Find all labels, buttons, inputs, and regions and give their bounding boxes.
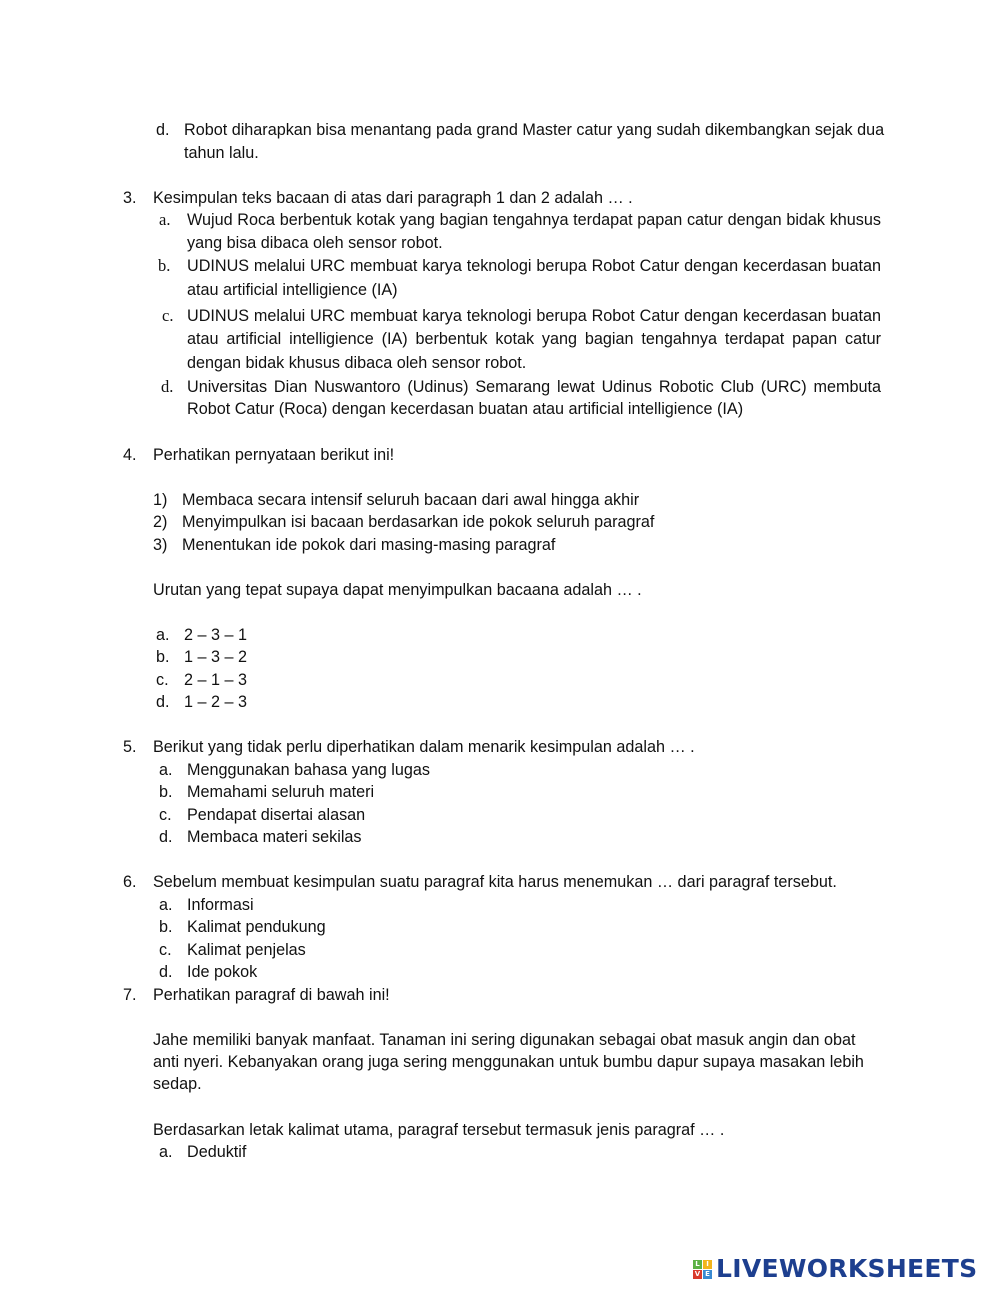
q6-option-b-label: b. — [159, 918, 173, 936]
q4-option-c[interactable]: 2 – 1 – 3 — [184, 671, 248, 689]
q6-option-c-label: c. — [159, 941, 172, 959]
q3-option-a-label: a. — [159, 210, 171, 229]
q6-option-d[interactable]: Ide pokok — [187, 963, 258, 981]
q3-question: Kesimpulan teks bacaan di atas dari paragraph 1 dan 2 adalah … . — [153, 189, 633, 207]
q4-prompt: Urutan yang tepat supaya dapat menyimpulkan bacaana adalah … . — [153, 581, 642, 599]
logo-mark-letter-3: V — [694, 1269, 701, 1278]
q2-option-d-text-line2: tahun lalu. — [184, 144, 259, 162]
q5-question: Berikut yang tidak perlu diperhatikan dalam menarik kesimpulan adalah … . — [153, 738, 695, 756]
q5-option-c[interactable]: Pendapat disertai alasan — [187, 806, 366, 824]
q5-number: 5. — [123, 738, 137, 756]
logo-mark-letter-2: I — [703, 1260, 712, 1269]
q3-option-b-line2: atau artificial intelligience (IA) — [187, 281, 398, 299]
q4-option-c-label: c. — [156, 671, 169, 689]
q5-option-a-label: a. — [159, 761, 173, 779]
q4-option-b[interactable]: 1 – 3 – 2 — [184, 648, 248, 666]
q3-option-c-line1[interactable]: UDINUS melalui URC membuat karya teknologi berupa Robot Catur dengan kecerdasan buatan — [187, 307, 881, 325]
q4-option-a[interactable]: 2 – 3 – 1 — [184, 626, 248, 644]
q7-paragraph-line3: sedap. — [153, 1075, 202, 1093]
liveworksheets-wordmark: LIVEWORKSHEETS — [716, 1254, 978, 1283]
liveworksheets-logo[interactable] — [693, 1256, 977, 1282]
q5-option-b-label: b. — [159, 783, 173, 801]
q3-option-c-label: c. — [162, 306, 174, 325]
q2-option-d-label: d. — [156, 121, 170, 139]
q5-option-b[interactable]: Memahami seluruh materi — [187, 783, 375, 801]
q3-number: 3. — [123, 189, 137, 207]
q4-statement-1-label: 1) — [153, 491, 168, 509]
q6-option-a-label: a. — [159, 896, 173, 914]
q4-question: Perhatikan pernyataan berikut ini! — [153, 446, 395, 464]
q3-option-b-line1[interactable]: UDINUS melalui URC membuat karya teknologi berupa Robot Catur dengan kecerdasan buatan — [187, 257, 881, 275]
q3-option-c-line2: atau artificial intelligience (IA) berbentuk kotak yang bagian tengahnya terdapat papan catur — [187, 330, 881, 348]
q7-prompt: Berdasarkan letak kalimat utama, paragraf tersebut termasuk jenis paragraf … . — [153, 1121, 725, 1139]
q4-statement-3-label: 3) — [153, 536, 168, 554]
q7-number: 7. — [123, 986, 137, 1004]
q4-option-b-label: b. — [156, 648, 170, 666]
q4-number: 4. — [123, 446, 137, 464]
q6-option-c[interactable]: Kalimat penjelas — [187, 941, 306, 959]
q4-statement-2: Menyimpulkan isi bacaan berdasarkan ide pokok seluruh paragraf — [182, 513, 655, 531]
q7-option-a[interactable]: Deduktif — [187, 1143, 247, 1161]
q6-option-b[interactable]: Kalimat pendukung — [187, 918, 326, 936]
q7-option-a-label: a. — [159, 1143, 173, 1161]
q5-option-d[interactable]: Membaca materi sekilas — [187, 828, 362, 846]
q4-statement-1: Membaca secara intensif seluruh bacaan dari awal hingga akhir — [182, 491, 640, 509]
logo-mark-letter-1: L — [693, 1260, 702, 1269]
q2-option-d-text-line1: Robot diharapkan bisa menantang pada grand Master catur yang sudah dikembangkan sejak dua — [184, 121, 885, 139]
q3-option-a-line1[interactable]: Wujud Roca berbentuk kotak yang bagian tengahnya terdapat papan catur dengan bidak khusus — [187, 211, 881, 229]
q5-option-a[interactable]: Menggunakan bahasa yang lugas — [187, 761, 431, 779]
q6-option-a[interactable]: Informasi — [187, 896, 254, 914]
q7-paragraph-line1: Jahe memiliki banyak manfaat. Tanaman ini sering digunakan sebagai obat masuk angin dan obat — [153, 1031, 856, 1049]
q6-question: Sebelum membuat kesimpulan suatu paragraf kita harus menemukan … dari paragraf tersebut. — [153, 873, 837, 891]
q6-number: 6. — [123, 873, 137, 891]
q3-option-d-label: d. — [161, 377, 174, 396]
q3-option-a-line2: yang bisa dibaca oleh sensor robot. — [187, 234, 443, 252]
q4-statement-2-label: 2) — [153, 513, 168, 531]
q5-option-d-label: d. — [159, 828, 173, 846]
q7-question: Perhatikan paragraf di bawah ini! — [153, 986, 390, 1004]
q7-paragraph-line2: anti nyeri. Kebanyakan orang juga sering menggunakan untuk bumbu dapur supaya masakan lebih — [153, 1053, 864, 1071]
liveworksheets-logo-icon — [693, 1260, 712, 1279]
q6-option-d-label: d. — [159, 963, 173, 981]
q4-statement-3: Menentukan ide pokok dari masing-masing paragraf — [182, 536, 556, 554]
q4-option-d[interactable]: 1 – 2 – 3 — [184, 693, 248, 711]
q3-option-c-line3: dengan bidak khusus dibaca oleh sensor robot. — [187, 354, 527, 372]
q3-option-d-line1[interactable]: Universitas Dian Nuswantoro (Udinus) Semarang lewat Udinus Robotic Club (URC) membuta — [187, 378, 881, 396]
q3-option-d-line2: Robot Catur (Roca) dengan kecerdasan buatan atau artificial intelligience (IA) — [187, 400, 744, 418]
q3-option-b-label: b. — [158, 256, 171, 275]
logo-mark-letter-4: E — [703, 1270, 712, 1279]
q4-option-d-label: d. — [156, 693, 170, 711]
q5-option-c-label: c. — [159, 806, 172, 824]
q4-option-a-label: a. — [156, 626, 170, 644]
